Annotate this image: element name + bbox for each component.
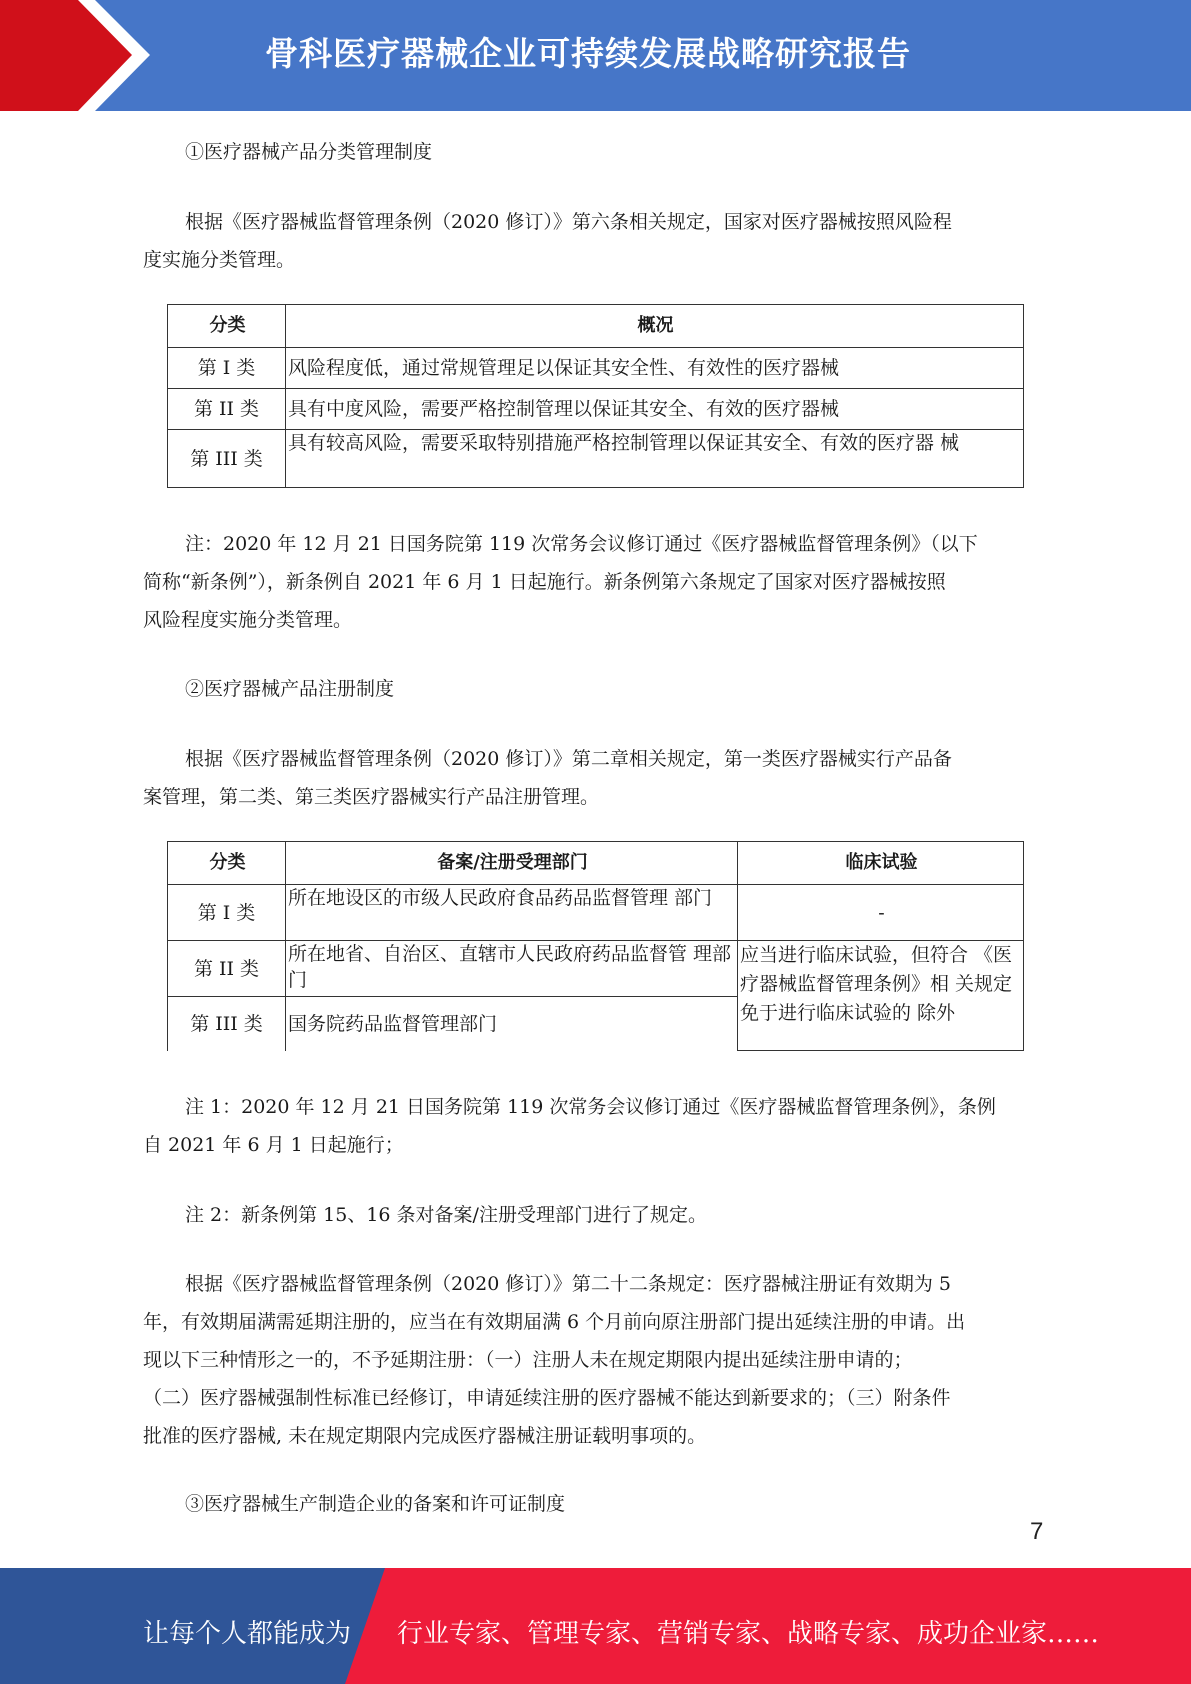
table-header-cell: 分类 (168, 842, 286, 885)
note-line: 注 1：2020 年 12 月 21 日国务院第 119 次常务会议修订通过《医疗器械监督管理条例》，条例 (185, 1096, 996, 1118)
section2-intro (143, 740, 1048, 816)
footer-banner (0, 1568, 1191, 1684)
table-header-cell: 临床试验 (738, 842, 1024, 885)
section1-intro-line: 度实施分类管理。 (143, 249, 296, 271)
paragraph-line: 现以下三种情形之一的，不予延期注册：（一）注册人未在规定期限内提出延续注册申请的； (143, 1349, 913, 1371)
note-line: 风险程度实施分类管理。 (143, 609, 353, 631)
category-cell: 第 III 类 (168, 430, 286, 488)
note-1 (143, 525, 1048, 639)
section2-intro-line: 案管理，第二类、第三类医疗器械实行产品注册管理。 (143, 786, 600, 808)
table-row (168, 348, 1024, 389)
paragraph-line: （二）医疗器械强制性标准已经修订，申请延续注册的医疗器械不能达到新要求的；（三）附条件 (143, 1387, 951, 1409)
table-row (168, 430, 1024, 488)
paragraph-line: 批准的医疗器械, 未在规定期限内完成医疗器械注册证载明事项的。 (143, 1425, 707, 1447)
section3-heading: ③医疗器械生产制造企业的备案和许可证制度 (185, 1493, 566, 1515)
description-cell: 具有中度风险，需要严格控制管理以保证其安全、有效的医疗器械 (286, 389, 1024, 430)
table-row (168, 389, 1024, 430)
note-line: 自 2021 年 6 月 1 日起施行； (143, 1134, 404, 1156)
note-line: 注：2020 年 12 月 21 日国务院第 119 次常务会议修订通过《医疗器械监督管理条例》（以下 (185, 533, 978, 555)
clinical-trial-merged-cell: 应当进行临床试验，但符合 《医疗器械监督管理条例》相 关规定免于进行临床试验的 除外 (738, 941, 1024, 1051)
table-header-row (168, 305, 1024, 348)
department-cell: 所在地省、自治区、直辖市人民政府药品监督管 理部门 (286, 941, 738, 997)
section1-heading: ①医疗器械产品分类管理制度 (185, 141, 433, 163)
category-cell: 第 I 类 (168, 348, 286, 389)
table-header-cell: 分类 (168, 305, 286, 348)
footer-slogan-right: 行业专家、管理专家、营销专家、战略专家、成功企业家…… (397, 1619, 1100, 1649)
header-arrow-decoration (0, 0, 160, 111)
note-line: 简称“新条例”），新条例自 2021 年 6 月 1 日起施行。新条例第六条规定了国家对医疗器械按照 (143, 571, 946, 593)
registration-table (167, 841, 1024, 1051)
table-row (168, 941, 1024, 997)
table-header-cell: 概况 (286, 305, 1024, 348)
section2-intro-line: 根据《医疗器械监督管理条例（2020 修订）》第二章相关规定，第一类医疗器械实行产品备 (185, 748, 952, 770)
report-title: 骨科医疗器械企业可持续发展战略研究报告 (265, 34, 911, 73)
note-2 (143, 1088, 1048, 1164)
footer-slogan-left: 让每个人都能成为 (143, 1619, 352, 1649)
section1-intro (143, 203, 1048, 279)
section2-heading: ②医疗器械产品注册制度 (185, 678, 395, 700)
table-header-row (168, 842, 1024, 885)
renewal-paragraph (143, 1265, 1048, 1455)
note-3: 注 2：新条例第 15、16 条对备案/注册受理部门进行了规定。 (185, 1204, 707, 1226)
table-header-cell: 备案/注册受理部门 (286, 842, 738, 885)
category-cell: 第 III 类 (168, 997, 286, 1051)
category-cell: 第 II 类 (168, 389, 286, 430)
table-row (168, 885, 1024, 941)
department-cell: 所在地设区的市级人民政府食品药品监督管理 部门 (286, 885, 738, 941)
clinical-trial-cell: - (738, 885, 1024, 941)
department-cell: 国务院药品监督管理部门 (286, 997, 738, 1051)
classification-table (167, 304, 1024, 488)
description-cell: 具有较高风险，需要采取特别措施严格控制管理以保证其安全、有效的医疗器 械 (286, 430, 1024, 488)
page-number: 7 (1030, 1518, 1044, 1545)
category-cell: 第 II 类 (168, 941, 286, 997)
paragraph-line: 根据《医疗器械监督管理条例（2020 修订）》第二十二条规定：医疗器械注册证有效期为 5 (185, 1273, 952, 1295)
description-cell: 风险程度低，通过常规管理足以保证其安全性、有效性的医疗器械 (286, 348, 1024, 389)
section1-intro-line: 根据《医疗器械监督管理条例（2020 修订）》第六条相关规定，国家对医疗器械按照风险程 (185, 211, 952, 233)
paragraph-line: 年，有效期届满需延期注册的，应当在有效期届满 6 个月前向原注册部门提出延续注册的申请。出 (143, 1311, 966, 1333)
header-banner (0, 0, 1191, 111)
category-cell: 第 I 类 (168, 885, 286, 941)
